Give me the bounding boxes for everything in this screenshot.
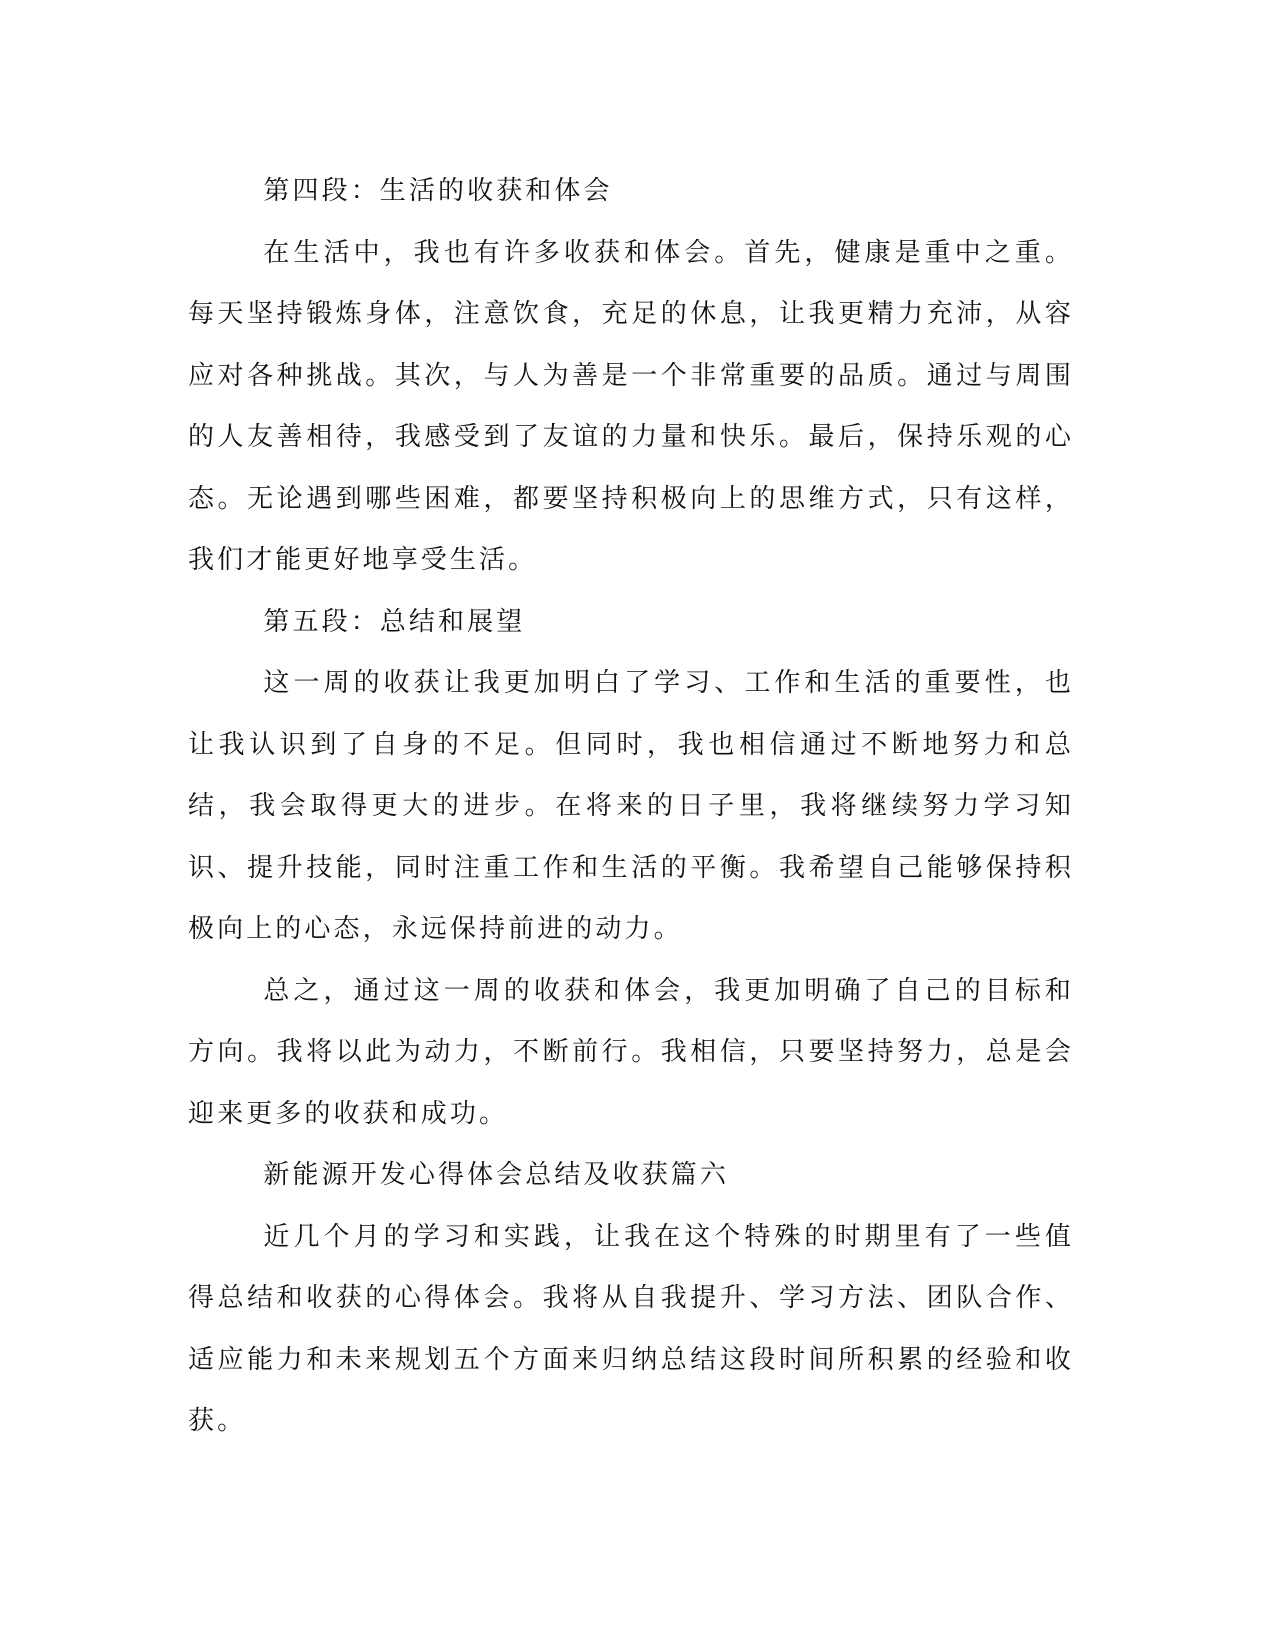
section-heading-4: 第四段：生活的收获和体会 <box>263 176 613 206</box>
paragraph-intro-part-6: 近几个月的学习和实践，让我在这个特殊的时期里有了一些值得总结和收获的心得体会。我将从自我提升、学习方法、团队合作、适应能力和未来规划五个方面来归纳总结这段时间所积累的经验和收获。 <box>188 1221 1074 1436</box>
paragraph-life-gains: 在生活中，我也有许多收获和体会。首先，健康是重中之重。每天坚持锻炼身体，注意饮食，充足的休息，让我更精力充沛，从容应对各种挑战。其次，与人为善是一个非常重要的品质。通过与周围的人友善相待，我感受到了友谊的力量和快乐。最后，保持乐观的心态。无论遇到哪些困难，都要坚持积极向上的思维方式，只有这样，我们才能更好地享受生活。 <box>188 237 1074 575</box>
section-heading-5: 第五段：总结和展望 <box>263 606 526 637</box>
article-title-part-6: 新能源开发心得体会总结及收获篇六 <box>263 1160 729 1190</box>
paragraph-conclusion: 总之，通过这一周的收获和体会，我更加明确了自己的目标和方向。我将以此为动力，不断前行。我相信，只要坚持努力，总是会迎来更多的收获和成功。 <box>188 975 1074 1129</box>
document-body <box>188 161 1074 1453</box>
paragraph-summary-outlook: 这一周的收获让我更加明白了学习、工作和生活的重要性，也让我认识到了自身的不足。但同时，我也相信通过不断地努力和总结，我会取得更大的进步。在将来的日子里，我将继续努力学习知识、提升技能，同时注重工作和生活的平衡。我希望自己能够保持积极向上的心态，永远保持前进的动力。 <box>188 668 1074 944</box>
